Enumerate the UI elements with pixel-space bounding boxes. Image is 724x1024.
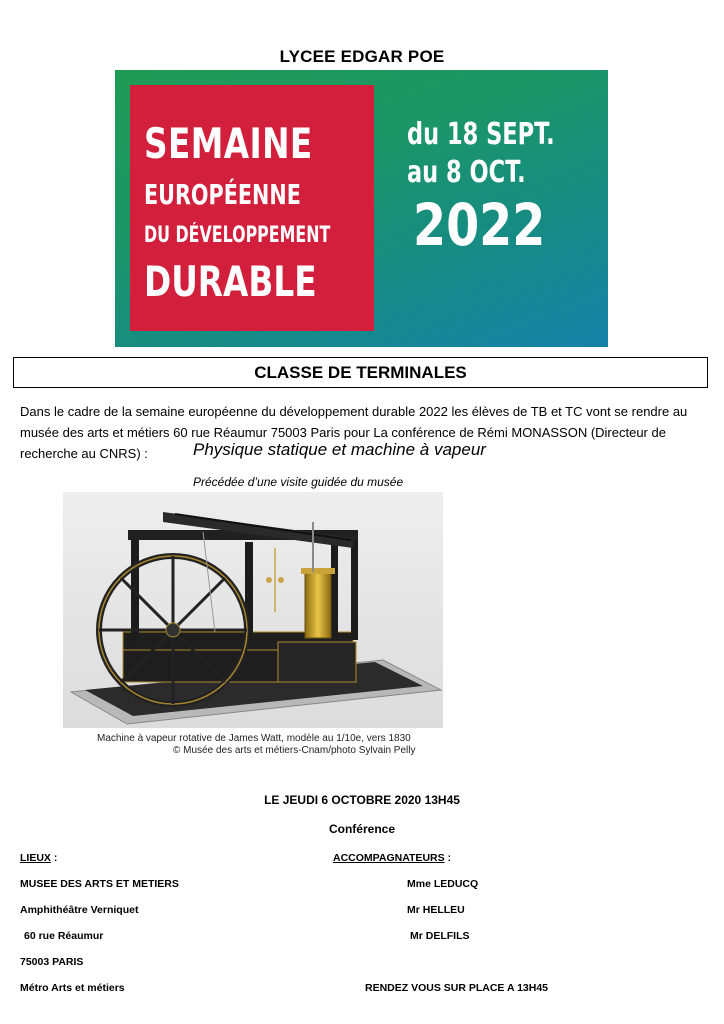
talk-title: Physique statique et machine à vapeur bbox=[193, 440, 486, 459]
banner-line-2: EUROPÉENNE bbox=[144, 178, 301, 211]
banner-dates bbox=[407, 116, 604, 258]
accompagnateur-3: Mr DELFILS bbox=[410, 930, 470, 942]
banner-date-end: au 8 OCT. bbox=[407, 155, 526, 190]
accompagnateur-1: Mme LEDUCQ bbox=[407, 878, 479, 890]
lieu-line-1: MUSEE DES ARTS ET METIERS bbox=[20, 878, 179, 890]
banner-line-4: DURABLE bbox=[144, 257, 317, 306]
class-heading: CLASSE DE TERMINALES bbox=[13, 357, 708, 388]
banner-line-3: DU DÉVELOPPEMENT bbox=[144, 223, 331, 248]
photo-caption-line-2: © Musée des arts et métiers-Cnam/photo Sylvain Pelly bbox=[173, 745, 416, 756]
banner-date-start: du 18 SEPT. bbox=[407, 117, 555, 152]
lieux-heading bbox=[20, 852, 57, 864]
lieux-colon: : bbox=[50, 852, 58, 864]
photo-caption-line-1: Machine à vapeur rotative de James Watt, modèle au 1/10e, vers 1830 bbox=[97, 733, 411, 744]
lieu-line-4: 75003 PARIS bbox=[20, 956, 84, 968]
photo-caption bbox=[97, 733, 415, 757]
school-title: LYCEE EDGAR POE bbox=[279, 47, 445, 66]
conference-label: Conférence bbox=[328, 822, 396, 836]
banner-year: 2022 bbox=[413, 191, 546, 259]
accompagnateurs-colon: : bbox=[444, 852, 452, 864]
accompagnateurs-heading bbox=[333, 852, 451, 864]
event-banner bbox=[115, 70, 608, 347]
rendez-vous-note: RENDEZ VOUS SUR PLACE A 13H45 bbox=[365, 982, 549, 994]
lieu-line-3: 60 rue Réaumur bbox=[24, 930, 104, 942]
intro-paragraph: Dans le cadre de la semaine européenne du développement durable 2022 les élèves de TB et TC vont se rendre au musée des arts et métiers 60 rue Réaumur 75003 Paris pour La conférence de Rémi MONASSON (Directeur de recherche au CNRS) : bbox=[20, 404, 688, 461]
lieu-line-2: Amphithéâtre Verniquet bbox=[20, 904, 139, 916]
banner-line-1: SEMAINE bbox=[144, 119, 313, 168]
steam-engine-photo bbox=[63, 492, 443, 728]
lieux-label: LIEUX bbox=[20, 852, 51, 864]
visit-note: Précédée d’une visite guidée du musée bbox=[193, 475, 404, 489]
accompagnateur-2: Mr HELLEU bbox=[407, 904, 465, 916]
event-date: LE JEUDI 6 OCTOBRE 2020 13H45 bbox=[264, 793, 460, 807]
banner-title-block bbox=[130, 85, 374, 331]
lieu-line-5: Métro Arts et métiers bbox=[20, 982, 125, 994]
accompagnateurs-label: ACCOMPAGNATEURS bbox=[333, 852, 445, 864]
